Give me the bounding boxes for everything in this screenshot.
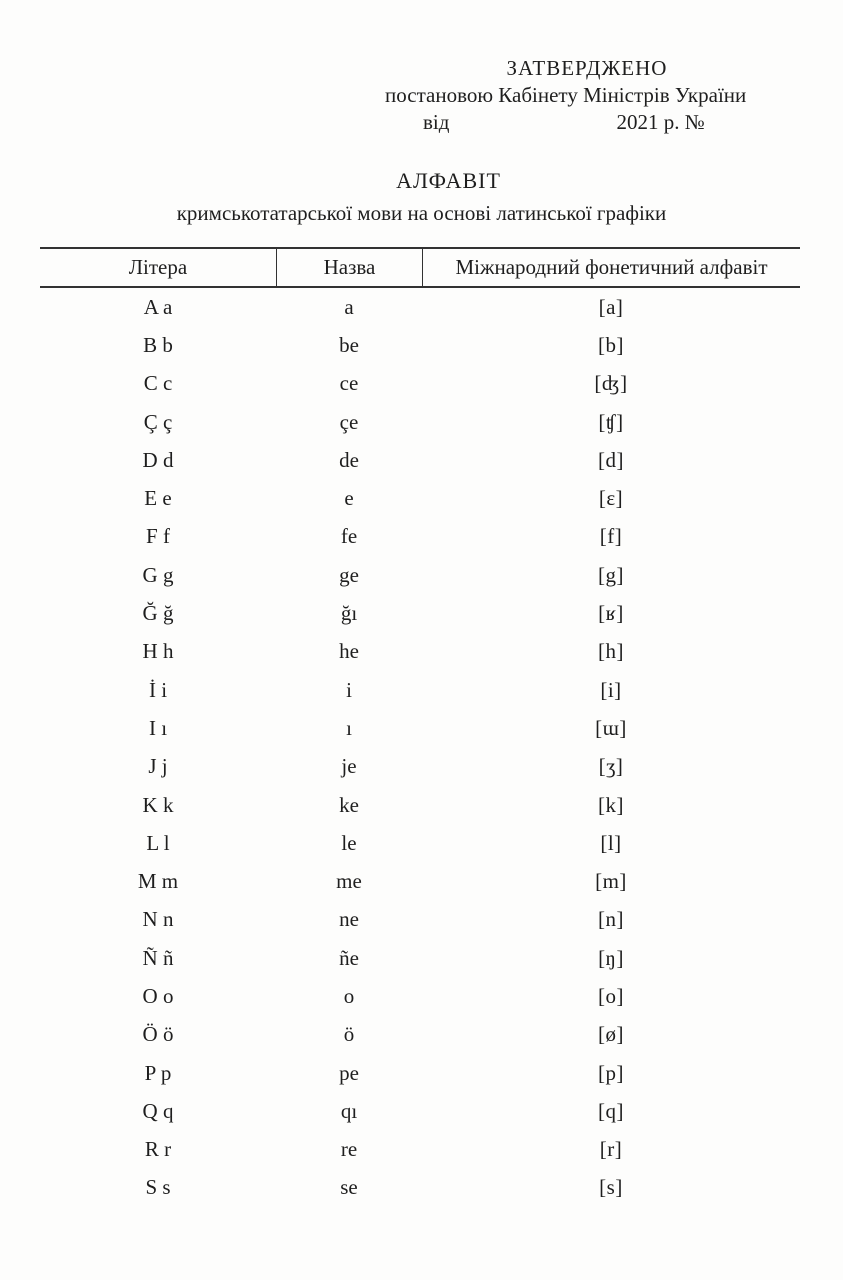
cell-name: se xyxy=(340,1175,358,1200)
table-row xyxy=(40,939,800,977)
table-row xyxy=(40,288,800,326)
cell-letter: S s xyxy=(145,1175,171,1200)
cell-ipa: [ɯ] xyxy=(595,715,627,740)
cell-ipa: [f] xyxy=(599,524,623,549)
cell-ipa: [ŋ] xyxy=(598,945,624,970)
alphabet-table xyxy=(40,247,800,1207)
cell-letter: D d xyxy=(142,447,174,472)
table-row xyxy=(40,786,800,824)
cell-ipa: [k] xyxy=(598,792,624,817)
cell-letter: Ğ ğ xyxy=(142,601,174,626)
cell-name: ö xyxy=(343,1022,355,1047)
cell-letter: Ö ö xyxy=(142,1022,174,1047)
table-header-row xyxy=(40,247,800,288)
cell-letter: K k xyxy=(142,792,174,817)
cell-ipa: [o] xyxy=(598,983,624,1008)
cell-name: ne xyxy=(339,907,359,932)
cell-letter: M m xyxy=(137,869,179,894)
cell-letter: A a xyxy=(143,294,173,319)
approval-date-line xyxy=(385,109,789,136)
cell-letter: F f xyxy=(146,524,170,549)
approval-date-suffix: 2021 р. № xyxy=(616,110,705,134)
cell-letter: İ i xyxy=(148,677,168,702)
cell-ipa: [h] xyxy=(598,639,624,664)
cell-letter: P p xyxy=(144,1060,172,1085)
cell-name: a xyxy=(344,294,354,319)
cell-name: de xyxy=(339,447,359,472)
cell-letter: J j xyxy=(148,754,168,779)
cell-name: je xyxy=(341,754,357,779)
cell-ipa: [q] xyxy=(598,1098,624,1123)
table-row xyxy=(40,709,800,747)
cell-ipa: [a] xyxy=(598,294,624,319)
table-row xyxy=(40,1169,800,1207)
approval-stamp: ЗАТВЕРДЖЕНО xyxy=(506,56,668,80)
cell-ipa: [ʒ] xyxy=(598,754,624,779)
table-row xyxy=(40,403,800,441)
cell-name: le xyxy=(341,830,357,855)
cell-name: i xyxy=(346,677,352,702)
cell-letter: B b xyxy=(143,332,173,357)
cell-letter: Ñ ñ xyxy=(142,945,174,970)
approval-authority: постановою Кабінету Міністрів України xyxy=(385,83,747,107)
cell-letter: C c xyxy=(143,371,173,396)
table-row xyxy=(40,556,800,594)
cell-name: ñe xyxy=(339,945,359,970)
table-row xyxy=(40,479,800,517)
cell-name: ce xyxy=(339,371,359,396)
cell-name: o xyxy=(343,983,355,1008)
cell-ipa: [d] xyxy=(598,447,624,472)
cell-name: ke xyxy=(339,792,359,817)
cell-name: ğı xyxy=(340,601,358,626)
cell-name: pe xyxy=(339,1060,359,1085)
cell-ipa: [i] xyxy=(600,677,622,702)
table-row xyxy=(40,901,800,939)
cell-letter: E e xyxy=(144,486,172,511)
cell-ipa: [n] xyxy=(598,907,624,932)
cell-name: me xyxy=(336,869,362,894)
cell-name: ı xyxy=(346,715,352,740)
cell-name: e xyxy=(344,486,354,511)
cell-letter: G g xyxy=(142,562,174,587)
cell-ipa: [m] xyxy=(595,869,627,894)
cell-ipa: [ʧ] xyxy=(598,409,624,434)
cell-ipa: [b] xyxy=(598,332,624,357)
table-row xyxy=(40,1131,800,1169)
table-row xyxy=(40,326,800,364)
table-body xyxy=(40,288,800,1207)
approval-date-prefix: від xyxy=(423,110,450,134)
table-row xyxy=(40,1092,800,1130)
approval-block xyxy=(385,55,789,136)
table-row xyxy=(40,671,800,709)
table-row xyxy=(40,518,800,556)
cell-ipa: [ø] xyxy=(598,1022,624,1047)
cell-letter: N n xyxy=(142,907,174,932)
cell-name: fe xyxy=(340,524,358,549)
cell-ipa: [s] xyxy=(599,1175,623,1200)
table-row xyxy=(40,594,800,632)
table-row xyxy=(40,633,800,671)
cell-letter: I ı xyxy=(148,715,168,740)
cell-ipa: [ɛ] xyxy=(598,486,624,511)
cell-ipa: [g] xyxy=(598,562,624,587)
cell-letter: Ç ç xyxy=(143,409,173,434)
column-header-letter: Літера xyxy=(128,255,188,279)
table-row xyxy=(40,977,800,1015)
cell-name: ge xyxy=(339,562,359,587)
cell-name: çe xyxy=(339,409,359,434)
cell-ipa: [ʤ] xyxy=(594,371,628,396)
column-header-name: Назва xyxy=(276,249,422,286)
cell-letter: Q q xyxy=(142,1098,174,1123)
table-row xyxy=(40,441,800,479)
cell-letter: H h xyxy=(142,639,174,664)
cell-ipa: [p] xyxy=(598,1060,624,1085)
document-title: АЛФАВІТ xyxy=(396,168,501,193)
document-title-block xyxy=(0,168,843,226)
cell-ipa: [ʁ] xyxy=(598,601,624,626)
cell-name: he xyxy=(339,639,359,664)
cell-letter: O o xyxy=(142,983,174,1008)
table-row xyxy=(40,748,800,786)
cell-name: re xyxy=(340,1137,358,1162)
table-row xyxy=(40,824,800,862)
cell-letter: R r xyxy=(144,1137,172,1162)
table-row xyxy=(40,1016,800,1054)
cell-name: be xyxy=(339,332,359,357)
cell-ipa: [r] xyxy=(599,1137,623,1162)
table-row xyxy=(40,1054,800,1092)
table-row xyxy=(40,862,800,900)
document-subtitle: кримськотатарської мови на основі латинської графіки xyxy=(176,201,667,225)
cell-name: qı xyxy=(340,1098,358,1123)
cell-letter: L l xyxy=(146,830,170,855)
cell-ipa: [l] xyxy=(600,830,622,855)
column-header-ipa: Міжнародний фонетичний алфавіт xyxy=(422,249,800,286)
table-row xyxy=(40,365,800,403)
